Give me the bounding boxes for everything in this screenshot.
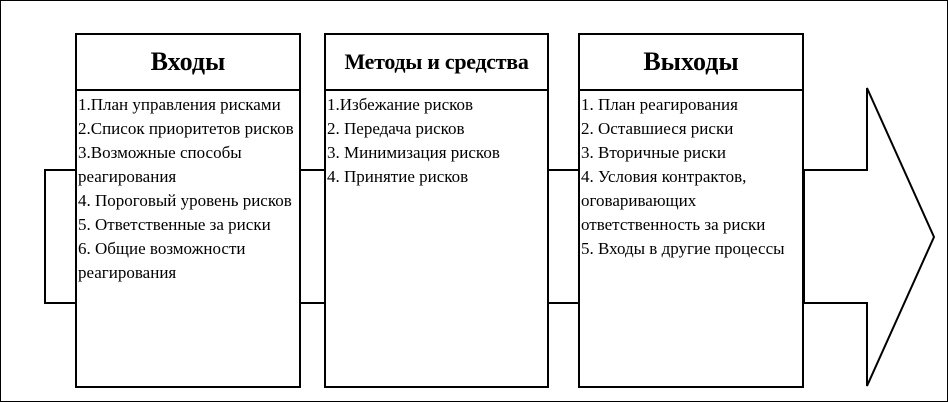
methods-title: Методы и средства <box>326 35 547 91</box>
inputs-item: 3.Возможные способы реагирования <box>78 143 242 186</box>
methods-box <box>324 33 549 388</box>
outputs-title: Выходы <box>580 35 802 91</box>
feedback-loop-line <box>45 170 75 303</box>
methods-list <box>327 93 545 189</box>
methods-item: 4. Принятие рисков <box>327 167 469 186</box>
outputs-item: 3. Вторичные риски <box>581 143 727 162</box>
outputs-list <box>581 93 800 261</box>
inputs-item: 1.План управления рисками <box>78 95 281 114</box>
inputs-item: 5. Ответственные за риски <box>78 215 271 234</box>
outputs-item: 5. Входы в другие процессы <box>581 239 785 258</box>
flow-arrow-shape <box>804 88 934 386</box>
methods-item: 2. Передача рисков <box>327 119 465 138</box>
inputs-list <box>78 93 297 285</box>
methods-item: 3. Минимизация рисков <box>327 143 500 162</box>
inputs-box <box>75 33 301 388</box>
inputs-item: 2.Список приоритетов рисков <box>78 119 294 138</box>
outputs-item: 1. План реагирования <box>581 95 738 114</box>
outputs-box <box>578 33 804 388</box>
outputs-item: 2. Оставшиеся риски <box>581 119 734 138</box>
inputs-item: 6. Общие возможности реагирования <box>78 239 246 282</box>
inputs-item: 4. Пороговый уровень рисков <box>78 191 292 210</box>
methods-item: 1.Избежание рисков <box>327 95 474 114</box>
inputs-title: Входы <box>77 35 299 91</box>
outputs-item: 4. Условия контрактов, оговаривающих ответственность за риски <box>581 167 766 234</box>
